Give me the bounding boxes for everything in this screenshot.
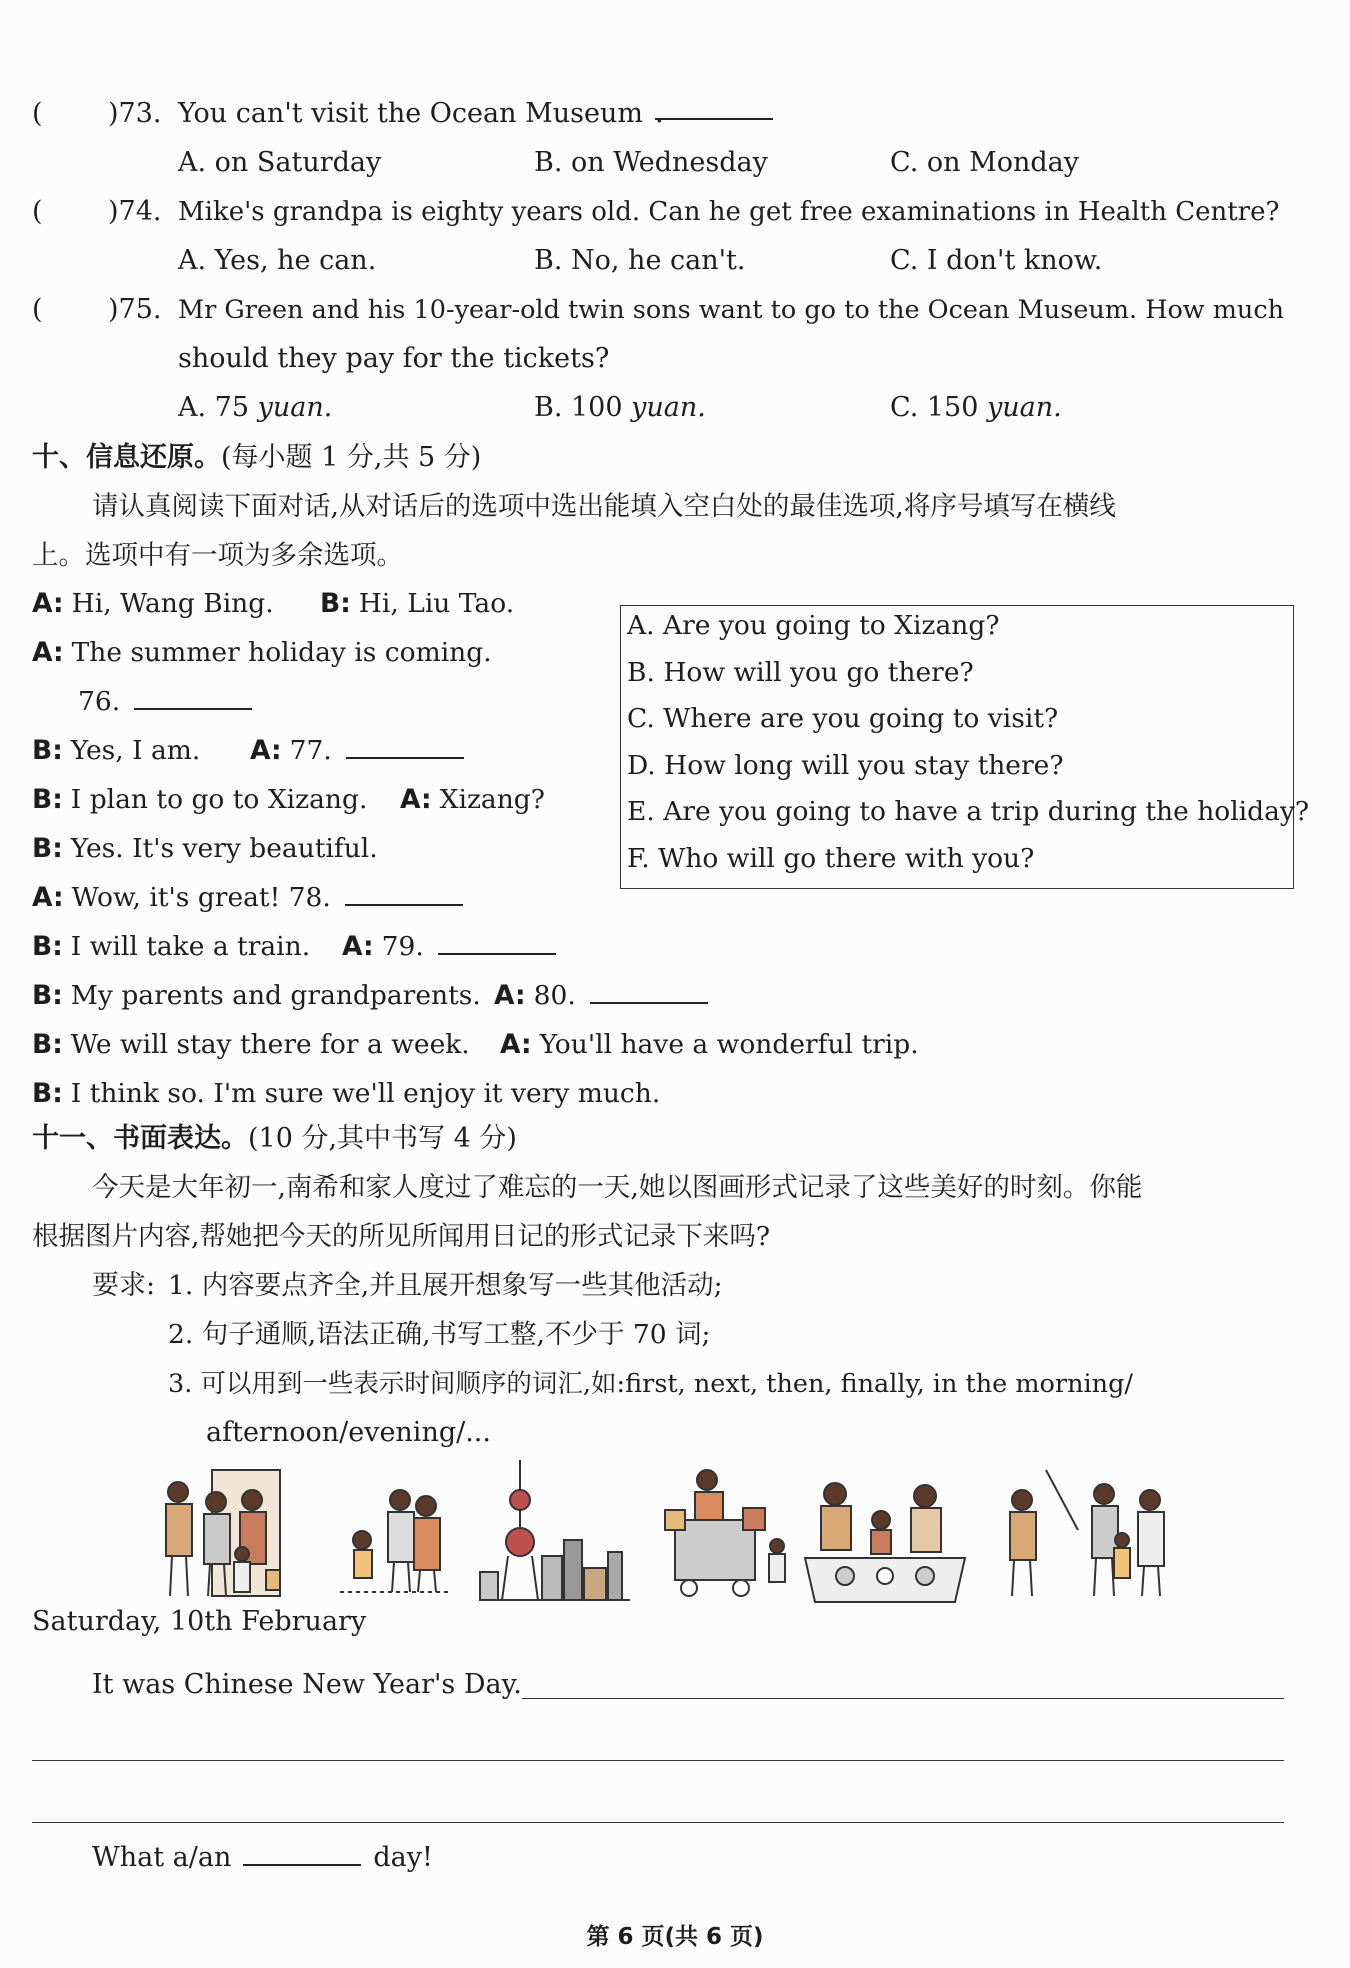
- answer-blank[interactable]: [655, 96, 773, 120]
- dialogue-text: 80.: [533, 980, 576, 1011]
- writing-line[interactable]: [32, 1760, 1284, 1761]
- requirement-1: 1. 内容要点齐全,并且展开想象写一些其他活动;: [168, 1270, 723, 1301]
- option-b: B. 100 yuan.: [534, 392, 706, 423]
- fireworks-illustration: [1010, 1470, 1164, 1596]
- question-text: Mike's grandpa is eighty years old. Can he get free examinations in Health Centre?: [178, 197, 1280, 227]
- question-text: You can't visit the Ocean Museum.: [178, 96, 773, 132]
- visit-family-illustration: [166, 1470, 280, 1596]
- shopping-illustration: [665, 1470, 785, 1596]
- answer-blank[interactable]: [134, 686, 252, 710]
- section-10-instructions-cont: 上。选项中有一项为多余选项。: [32, 540, 403, 571]
- speaker-label: B:: [32, 1029, 63, 1060]
- dialogue-line: [32, 929, 310, 965]
- requirement-2: 2. 句子通顺,语法正确,书写工整,不少于 70 词;: [168, 1319, 711, 1350]
- answer-paren[interactable]: (: [32, 98, 43, 129]
- dialogue-line: [494, 978, 708, 1014]
- diary-opening-sentence: It was Chinese New Year's Day.: [92, 1669, 522, 1700]
- speaker-label: A:: [32, 637, 64, 668]
- adjective-blank[interactable]: [243, 1842, 361, 1866]
- page-footer: 第 6 页(共 6 页): [586, 1924, 764, 1950]
- speaker-label: A:: [32, 882, 64, 913]
- option-a: A. on Saturday: [178, 147, 382, 178]
- writing-line[interactable]: [32, 1822, 1284, 1823]
- answer-paren[interactable]: (: [32, 196, 43, 227]
- question-text: Mr Green and his 10-year-old twin sons want to go to the Ocean Museum. How much: [178, 295, 1285, 325]
- dialogue-line: [32, 733, 200, 769]
- illustration-strip: [160, 1460, 1170, 1610]
- choice-option: B. How will you go there?: [627, 656, 974, 688]
- section-11-prompt-cont: 根据图片内容,帮她把今天的所见所闻用日记的形式记录下来吗?: [32, 1221, 771, 1252]
- speaker-label: A:: [32, 588, 64, 619]
- section-10-instructions: 请认真阅读下面对话,从对话后的选项中选出能填入空白处的最佳选项,将序号填写在横线: [92, 491, 1116, 522]
- dialogue-text: Yes, I am.: [70, 735, 201, 766]
- section-11-prompt: 今天是大年初一,南希和家人度过了难忘的一天,她以图画形式记录了这些美好的时刻。你能: [92, 1172, 1143, 1203]
- dialogue-text: The summer holiday is coming.: [71, 637, 492, 668]
- speaker-label: B:: [320, 588, 351, 619]
- speaker-label: A:: [500, 1029, 532, 1060]
- dialogue-line: [32, 831, 378, 867]
- dialogue-text: 76.: [78, 686, 121, 717]
- dialogue-text: I will take a train.: [70, 931, 311, 962]
- requirements-label: 要求:: [92, 1270, 156, 1301]
- option-a: A. 75 yuan.: [178, 392, 333, 423]
- choice-option: D. How long will you stay there?: [627, 749, 1064, 781]
- speaker-label: B:: [32, 784, 63, 815]
- section-10-heading: 十、信息还原。(每小题 1 分,共 5 分): [32, 442, 482, 473]
- dialogue-line: [342, 929, 556, 965]
- choice-box: [620, 605, 1310, 889]
- choice-option: C. Where are you going to visit?: [627, 703, 1059, 734]
- answer-blank[interactable]: [438, 931, 556, 955]
- option-b: B. No, he can't.: [534, 245, 746, 276]
- requirement-3: 3. 可以用到一些表示时间顺序的词汇,如:first, next, then, finally, in the morning/: [168, 1369, 1133, 1399]
- dialogue-text: 77.: [289, 735, 332, 766]
- dialogue-text: My parents and grandparents.: [70, 980, 481, 1011]
- choice-option: E. Are you going to have a trip during the holiday?: [627, 796, 1310, 827]
- speaker-label: B:: [32, 931, 63, 962]
- dialogue-text: Hi, Liu Tao.: [358, 588, 515, 619]
- dialogue-line: [500, 1027, 919, 1063]
- dialogue-text: 79.: [381, 931, 424, 962]
- option-b: B. on Wednesday: [534, 147, 768, 178]
- option-c: C. 150 yuan.: [890, 392, 1062, 423]
- speaker-label: B:: [32, 1078, 63, 1109]
- red-envelope-illustration: [340, 1490, 450, 1592]
- dialogue-text: You'll have a wonderful trip.: [539, 1029, 919, 1060]
- dialogue-line: [32, 586, 274, 622]
- requirement-3-cont: afternoon/evening/...: [206, 1417, 491, 1448]
- answer-blank[interactable]: [590, 980, 708, 1004]
- speaker-label: A:: [400, 784, 432, 815]
- dialogue-line: [32, 635, 492, 671]
- speaker-label: B:: [32, 980, 63, 1011]
- making-dumplings-illustration: [805, 1483, 965, 1602]
- diary-date: Saturday, 10th February: [32, 1606, 367, 1637]
- dialogue-line: [32, 1076, 660, 1112]
- answer-blank[interactable]: [346, 735, 464, 759]
- dialogue-line: [78, 684, 252, 720]
- speaker-label: B:: [32, 833, 63, 864]
- question-text-cont: should they pay for the tickets?: [178, 343, 610, 374]
- dialogue-text: Yes. It's very beautiful.: [70, 833, 378, 864]
- speaker-label: A:: [342, 931, 374, 962]
- dialogue-text: We will stay there for a week.: [70, 1029, 470, 1060]
- dialogue-line: [400, 782, 545, 818]
- dialogue-line: [250, 733, 464, 769]
- speaker-label: B:: [32, 735, 63, 766]
- dialogue-line: [32, 1027, 470, 1063]
- dialogue-line: [32, 880, 463, 916]
- speaker-label: A:: [250, 735, 282, 766]
- option-c: C. on Monday: [890, 147, 1080, 178]
- question-number: )74.: [108, 196, 162, 227]
- dialogue-text: I plan to go to Xizang.: [70, 784, 368, 815]
- question-number: )73.: [108, 98, 162, 129]
- question-number: )75.: [108, 294, 162, 325]
- option-c: C. I don't know.: [890, 245, 1103, 276]
- option-a: A. Yes, he can.: [178, 245, 377, 276]
- section-11-heading: 十一、书面表达。(10 分,其中书写 4 分): [32, 1123, 517, 1154]
- answer-blank[interactable]: [345, 882, 463, 906]
- writing-line[interactable]: [522, 1698, 1284, 1699]
- choice-option: F. Who will go there with you?: [627, 842, 1035, 874]
- speaker-label: A:: [494, 980, 526, 1011]
- choice-option: A. Are you going to Xizang?: [627, 610, 1000, 641]
- dialogue-line: [32, 782, 367, 818]
- diary-closing-sentence: What a/an day!: [92, 1842, 433, 1873]
- dialogue-text: Xizang?: [439, 784, 545, 815]
- answer-paren[interactable]: (: [32, 294, 43, 325]
- city-skyline-illustration: [480, 1460, 630, 1600]
- dialogue-text: Hi, Wang Bing.: [71, 588, 274, 619]
- dialogue-line: [320, 586, 514, 622]
- dialogue-line: [32, 978, 481, 1014]
- question-73: [0, 96, 1350, 132]
- dialogue-text: I think so. I'm sure we'll enjoy it very much.: [70, 1078, 661, 1109]
- dialogue-text: Wow, it's great! 78.: [71, 882, 331, 913]
